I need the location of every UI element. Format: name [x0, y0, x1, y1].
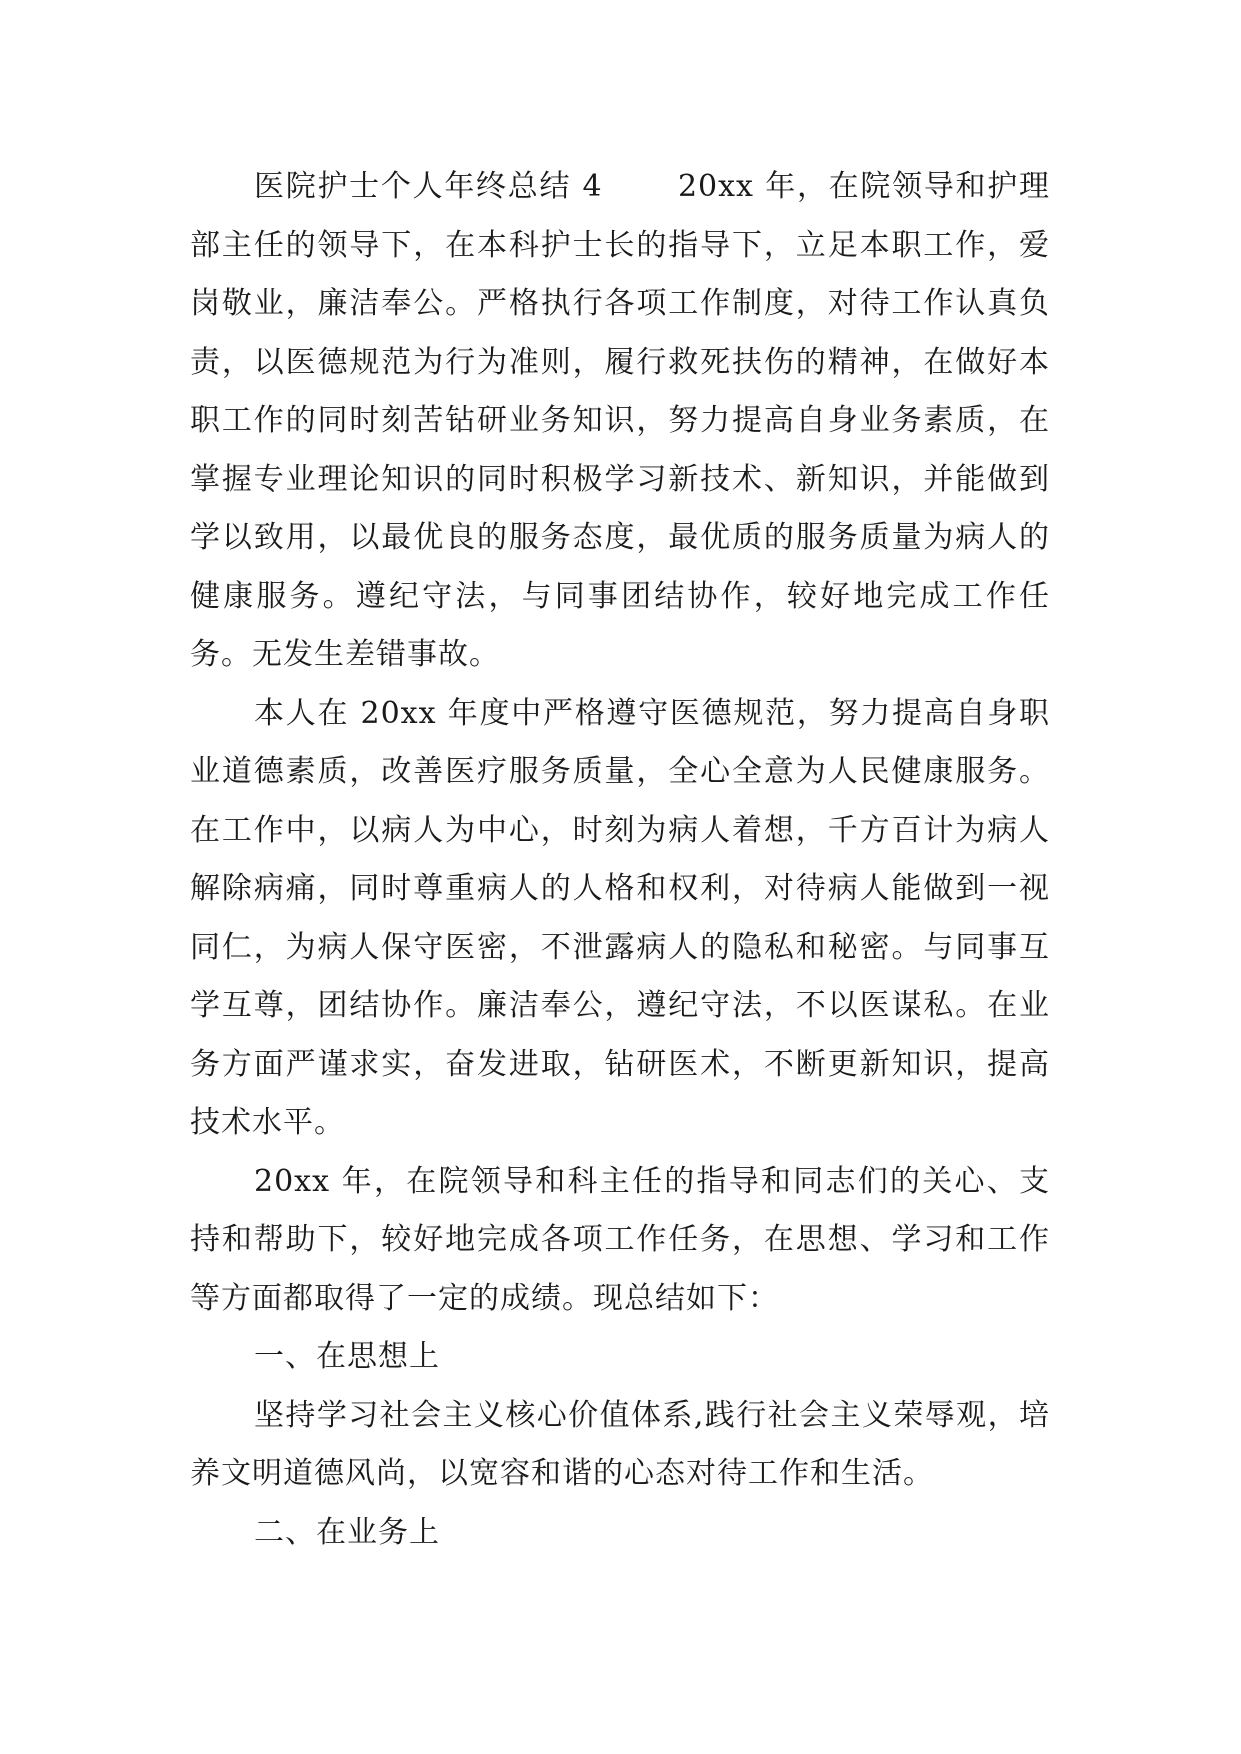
paragraph-ethics: 本人在 20xx 年度中严格遵守医德规范，努力提高自身职业道德素质，改善医疗服务质量，全心全意为人民健康服务。在工作中，以病人为中心，时刻为病人着想，千方百计为病人解除病痛，同时尊重病人的人格和权利，对待病人能做到一视同仁，为病人保守医密，不泄露病人的隐私和秘密。与同事互学互尊，团结协作。廉洁奉公，遵纪守法，不以医谋私。在业务方面严谨求实，奋发进取，钻研医术，不断更新知识，提高技术水平。 — [190, 695, 1050, 1140]
paragraph-thought: 坚持学习社会主义核心价值体系,践行社会主义荣辱观，培养文明道德风尚，以宽容和谐的心态对待工作和生活。 — [190, 1397, 1050, 1491]
document-page — [190, 158, 1050, 1562]
paragraph-intro: 医院护士个人年终总结 4 20xx 年，在院领导和护理部主任的领导下，在本科护士长的指导下，立足本职工作，爱岗敬业，廉洁奉公。严格执行各项工作制度，对待工作认真负责，以医德规范为行为准则，履行救死扶伤的精神，在做好本职工作的同时刻苦钻研业务知识，努力提高自身业务素质，在掌握专业理论知识的同时积极学习新技术、新知识，并能做到学以致用，以最优良的服务态度，最优质的服务质量为病人的健康服务。遵纪守法，与同事团结协作，较好地完成工作任务。无发生差错事故。 — [190, 169, 1050, 672]
section-heading-thought: 一、在思想上 — [254, 1339, 440, 1374]
section-heading-business: 二、在业务上 — [254, 1514, 440, 1550]
paragraph-summary: 20xx 年，在院领导和科主任的指导和同志们的关心、支持和帮助下，较好地完成各项工作任务，在思想、学习和工作等方面都取得了一定的成绩。现总结如下： — [190, 1163, 1050, 1316]
